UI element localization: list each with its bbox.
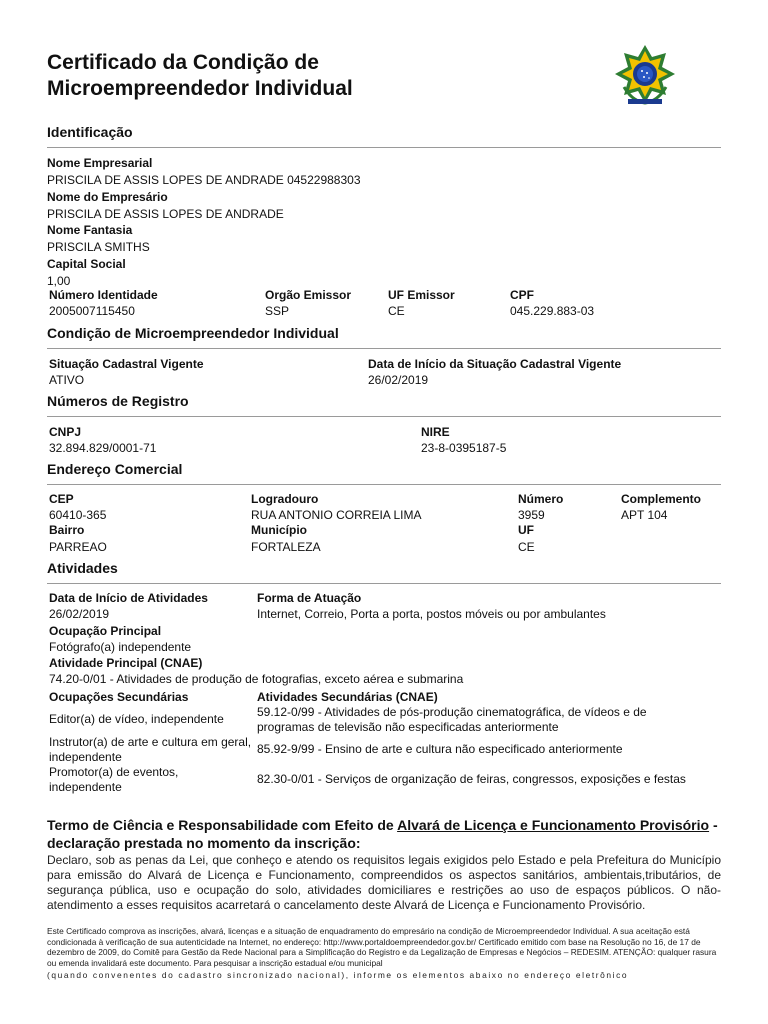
- divider: [47, 147, 721, 148]
- numero-value: 3959: [518, 508, 545, 522]
- cpf-label: CPF: [510, 288, 534, 302]
- logradouro-value: RUA ANTONIO CORREIA LIMA: [251, 508, 422, 522]
- atividade-principal-value: 74.20-0/01 - Atividades de produção de fotografias, exceto aérea e submarina: [49, 672, 464, 686]
- termo-heading: [47, 816, 721, 852]
- data-inicio-situacao-label: Data de Início da Situação Cadastral Vigente: [368, 357, 622, 371]
- forma-atuacao-value: Internet, Correio, Porta a porta, postos móveis ou por ambulantes: [257, 607, 606, 621]
- brazil-coat-of-arms-icon: [612, 43, 678, 109]
- secundaria-ocupacao: Promotor(a) de eventos, independente: [49, 765, 179, 794]
- cep-value: 60410-365: [49, 508, 107, 522]
- cpf-value: 045.229.883-03: [510, 304, 595, 318]
- complemento-label: Complemento: [621, 492, 702, 506]
- secundaria-ocupacao: Instrutor(a) de arte e cultura em geral, independente: [49, 735, 252, 764]
- nota-legal-last-line: (quando convenentes do cadastro sincronizado nacional), informe os elementos abaixo no endereço eletrônico: [47, 970, 629, 980]
- atividades-secundarias-label: Atividades Secundárias (CNAE): [257, 690, 438, 704]
- declaracao-text: Declaro, sob as penas da Lei, que conheço e atendo os requisitos legais exigidos pelo Estado e pela Prefeitura do Município para emissão do Alvará de Licença e Funcionamento, compreendidos os aspectos sanitários, ambientais,tributários, de segurança pública, uso e ocupação do solo, atividades domiciliares e restrições ao uso de espaços públicos. O não-atendimento a esses requisitos acarretará o cancelamento deste Alvará de Licença e Funcionamento Provisório.: [47, 853, 721, 912]
- numero-identidade-label: Número Identidade: [49, 288, 158, 302]
- numero-identidade-value: 2005007115450: [49, 304, 135, 318]
- nome-fantasia-label: Nome Fantasia: [47, 223, 133, 237]
- orgao-emissor-value: SSP: [265, 304, 290, 318]
- secundaria-atividade: 59.12-0/99 - Atividades de pós-produção cinematográfica, de vídeos e de programas de televisão não especificadas anteriormente: [257, 705, 647, 734]
- data-inicio-atividades-value: 26/02/2019: [49, 607, 110, 621]
- nome-fantasia-value: PRISCILA SMITHS: [47, 240, 150, 254]
- numero-label: Número: [518, 492, 564, 506]
- municipio-value: FORTALEZA: [251, 540, 321, 554]
- uf-label: UF: [518, 523, 534, 537]
- title-line-1: Certificado da Condição de: [47, 51, 319, 74]
- termo-heading-part1: Termo de Ciência e Responsabilidade com Efeito de: [47, 817, 398, 833]
- section-condicao: Condição de Microempreendedor Individual: [47, 325, 339, 341]
- data-inicio-situacao-value: 26/02/2019: [368, 373, 429, 387]
- nome-empresarial-label: Nome Empresarial: [47, 156, 153, 170]
- divider: [47, 583, 721, 584]
- forma-atuacao-label: Forma de Atuação: [257, 591, 362, 605]
- ocupacao-principal-label: Ocupação Principal: [49, 624, 162, 638]
- section-endereco: Endereço Comercial: [47, 461, 183, 477]
- nome-empresario-value: PRISCILA DE ASSIS LOPES DE ANDRADE: [47, 207, 284, 221]
- uf-value: CE: [518, 540, 535, 554]
- cep-label: CEP: [49, 492, 74, 506]
- uf-emissor-value: CE: [388, 304, 405, 318]
- title-line-2: Microempreendedor Individual: [47, 77, 353, 100]
- ocupacao-principal-value: Fotógrafo(a) independente: [49, 640, 192, 654]
- uf-emissor-label: UF Emissor: [388, 288, 455, 302]
- atividade-principal-label: Atividade Principal (CNAE): [49, 656, 203, 670]
- nome-empresarial-value: PRISCILA DE ASSIS LOPES DE ANDRADE 04522988303: [47, 173, 361, 187]
- orgao-emissor-label: Orgão Emissor: [265, 288, 352, 302]
- section-atividades: Atividades: [47, 560, 118, 576]
- nire-label: NIRE: [421, 425, 450, 439]
- capital-social-label: Capital Social: [47, 257, 126, 271]
- secundaria-atividade: 82.30-0/01 - Serviços de organização de feiras, congressos, exposições e festas: [257, 772, 686, 786]
- termo-heading-part2: - declaração prestada no momento da inscrição:: [47, 817, 718, 851]
- situacao-cadastral-value: ATIVO: [49, 373, 85, 387]
- secundaria-ocupacao: Editor(a) de vídeo, independente: [49, 712, 224, 726]
- ocupacoes-secundarias-label: Ocupações Secundárias: [49, 690, 189, 704]
- section-registro: Números de Registro: [47, 393, 189, 409]
- cnpj-label: CNPJ: [49, 425, 82, 439]
- nire-value: 23-8-0395187-5: [421, 441, 507, 455]
- secundaria-atividade: 85.92-9/99 - Ensino de arte e cultura não especificado anteriormente: [257, 742, 623, 756]
- page-title: [47, 50, 353, 102]
- capital-social-value: 1,00: [47, 274, 71, 288]
- nome-empresario-label: Nome do Empresário: [47, 190, 168, 204]
- divider: [47, 416, 721, 417]
- divider: [47, 348, 721, 349]
- situacao-cadastral-label: Situação Cadastral Vigente: [49, 357, 204, 371]
- bairro-label: Bairro: [49, 523, 85, 537]
- section-identificacao: Identificação: [47, 124, 133, 140]
- cnpj-value: 32.894.829/0001-71: [49, 441, 157, 455]
- municipio-label: Município: [251, 523, 307, 537]
- nota-legal-text: Este Certificado comprova as inscrições, alvará, licenças e a situação de enquadramento do empresário na condição de Microempreendedor Individual. A sua aceitação está condicionada à verificação de sua autenticidade na Internet, no endereço: http://www.portaldoempreendedor.gov.br/ Certificado emitido com base na Resolução no 16, de 17 de dezembro de 2009, do Comitê para Gestão da Rede Nacional para a Simplificação do Registro e da Legalização de Empresas e Negócios – REDESIM. ATENÇÃO: qualquer rasura ou emenda invalidará este documento. Para pesquisar a inscrição estadual e/ou municipal: [47, 926, 717, 969]
- alvara-link[interactable]: Alvará de Licença e Funcionamento Provisório: [397, 817, 710, 833]
- bairro-value: PARREAO: [49, 540, 107, 554]
- data-inicio-atividades-label: Data de Início de Atividades: [49, 591, 208, 605]
- logradouro-label: Logradouro: [251, 492, 319, 506]
- complemento-value: APT 104: [621, 508, 668, 522]
- divider: [47, 484, 721, 485]
